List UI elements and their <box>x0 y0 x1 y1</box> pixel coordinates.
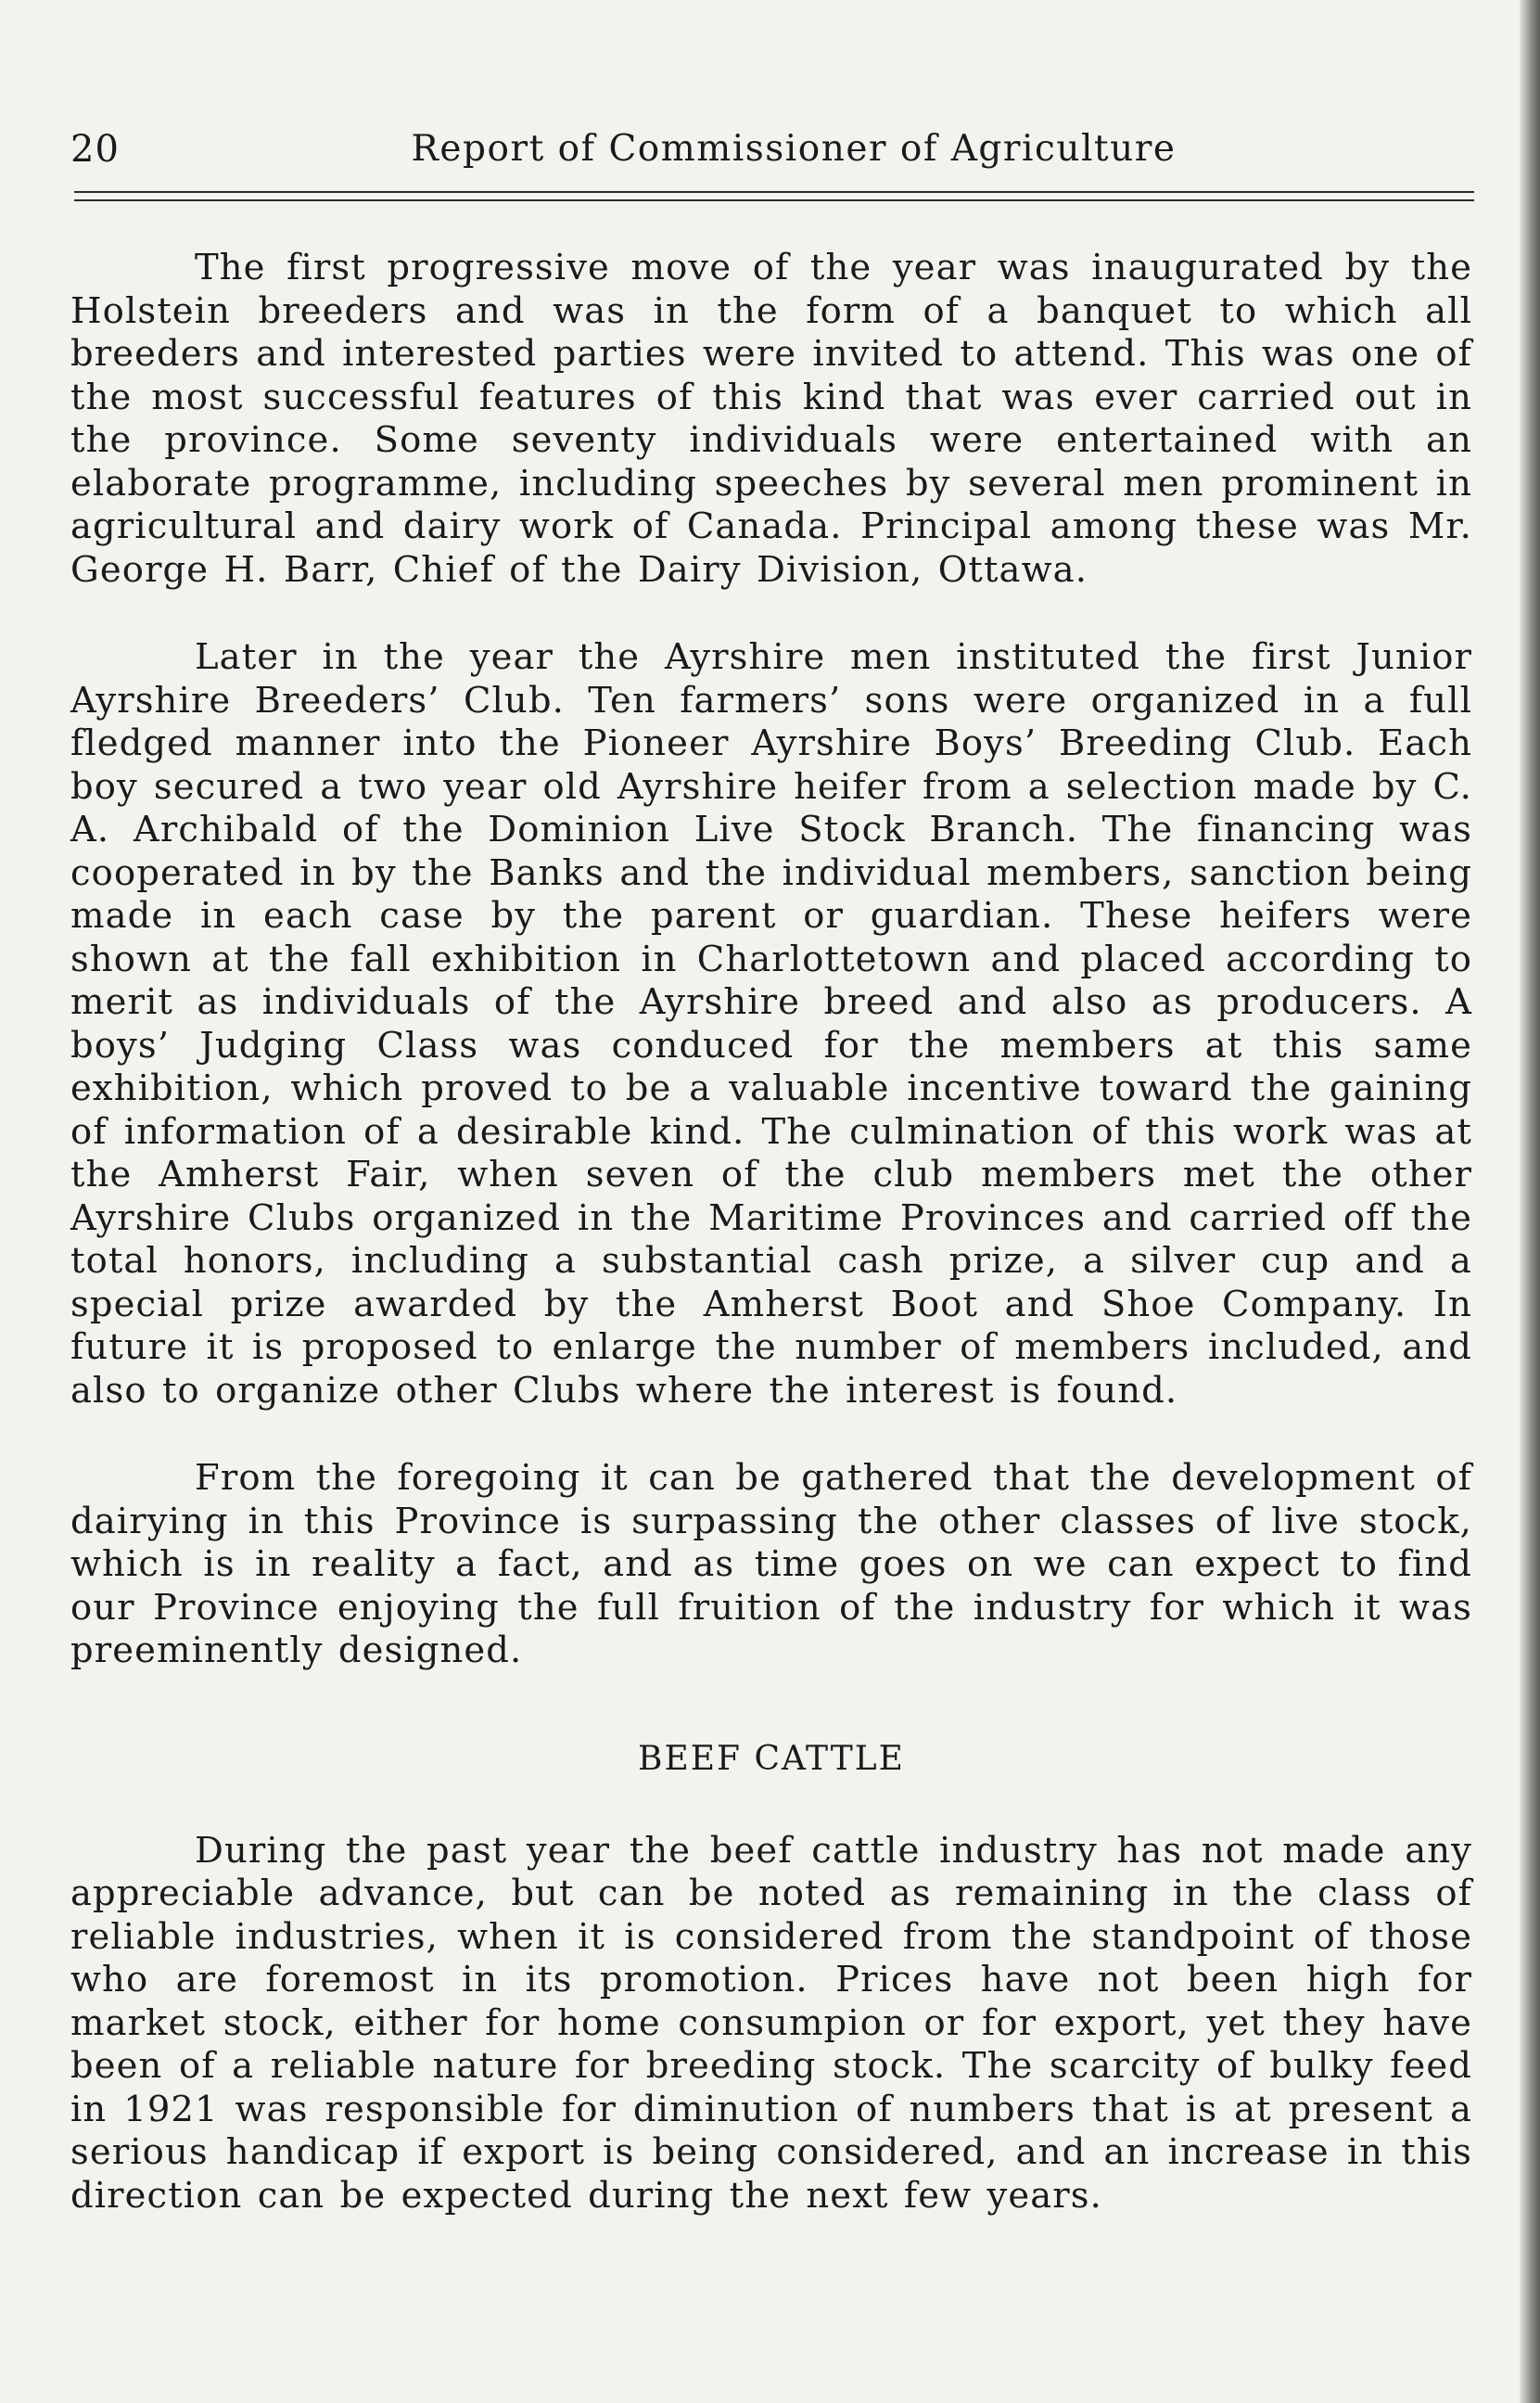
paragraph-holstein-banquet: The first progressive move of the year was inaugurated by the Holstein breeders and was in the form of a banquet to which all breeders and interested parties were invited to attend. This was one of the most successful features of this kind that was ever carried out in the province. Some seventy individuals were entertained with an elaborate programme, including speeches by several men prominent in agricultural and dairy work of Canada. Principal among these was Mr. George H. Barr, Chief of the Dairy Division, Ottawa. <box>70 247 1472 591</box>
body-text <box>70 247 1472 2218</box>
page-number: 20 <box>70 128 120 171</box>
paragraph-beef-cattle: During the past year the beef cattle industry has not made any appreciable advance, but can be noted as remaining in the class of reliable industries, when it is considered from the standpoint of those who are foremost in its promotion. Prices have not been high for market stock, either for home consumpion or for export, yet they have been of a reliable nature for breeding stock. The scarcity of bulky feed in 1921 was responsible for diminution of numbers that is at present a serious handicap if export is being considered, and an increase in this direction can be expected during the next few years. <box>70 1829 1472 2217</box>
page-binding-edge <box>1520 0 1540 2403</box>
header-rule-bottom <box>74 199 1474 201</box>
header-rule-top <box>74 191 1474 193</box>
paragraph-dairying-summary: From the foregoing it can be gathered that the development of dairying in this Province is surpassing the other classes of live stock, which is in reality a fact, and as time goes on we can expect to find our Province enjoying the full fruition of the industry for which it was preeminently designed. <box>70 1457 1472 1671</box>
paragraph-ayrshire-club: Later in the year the Ayrshire men instituted the first Junior Ayrshire Breeders’ Club. Ten farmers’ sons were organized in a full fledged manner into the Pioneer Ayrshire Boys’ Breeding Club. Each boy secured a two year old Ayrshire heifer from a selection made by C. A. Archibald of the Dominion Live Stock Branch. The financing was cooperated in by the Banks and the individual members, sanction being made in each case by the parent or guardian. These heifers were shown at the fall exhibition in Charlottetown and placed according to merit as individuals of the Ayrshire breed and also as producers. A boys’ Judging Class was conduced for the members at this same exhibition, which proved to be a valuable incentive toward the gaining of information of a desirable kind. The culmination of this work was at the Amherst Fair, when seven of the club members met the other Ayrshire Clubs organized in the Maritime Provinces and carried off the total honors, including a substantial cash prize, a silver cup and a special prize awarded by the Amherst Boot and Shoe Company. In future it is proposed to enlarge the number of members included, and also to organize other Clubs where the interest is found. <box>70 636 1472 1412</box>
section-heading-beef-cattle: BEEF CATTLE <box>638 1739 905 1778</box>
running-head: Report of Commissioner of Agriculture <box>411 128 1177 170</box>
page-header <box>70 119 1480 174</box>
